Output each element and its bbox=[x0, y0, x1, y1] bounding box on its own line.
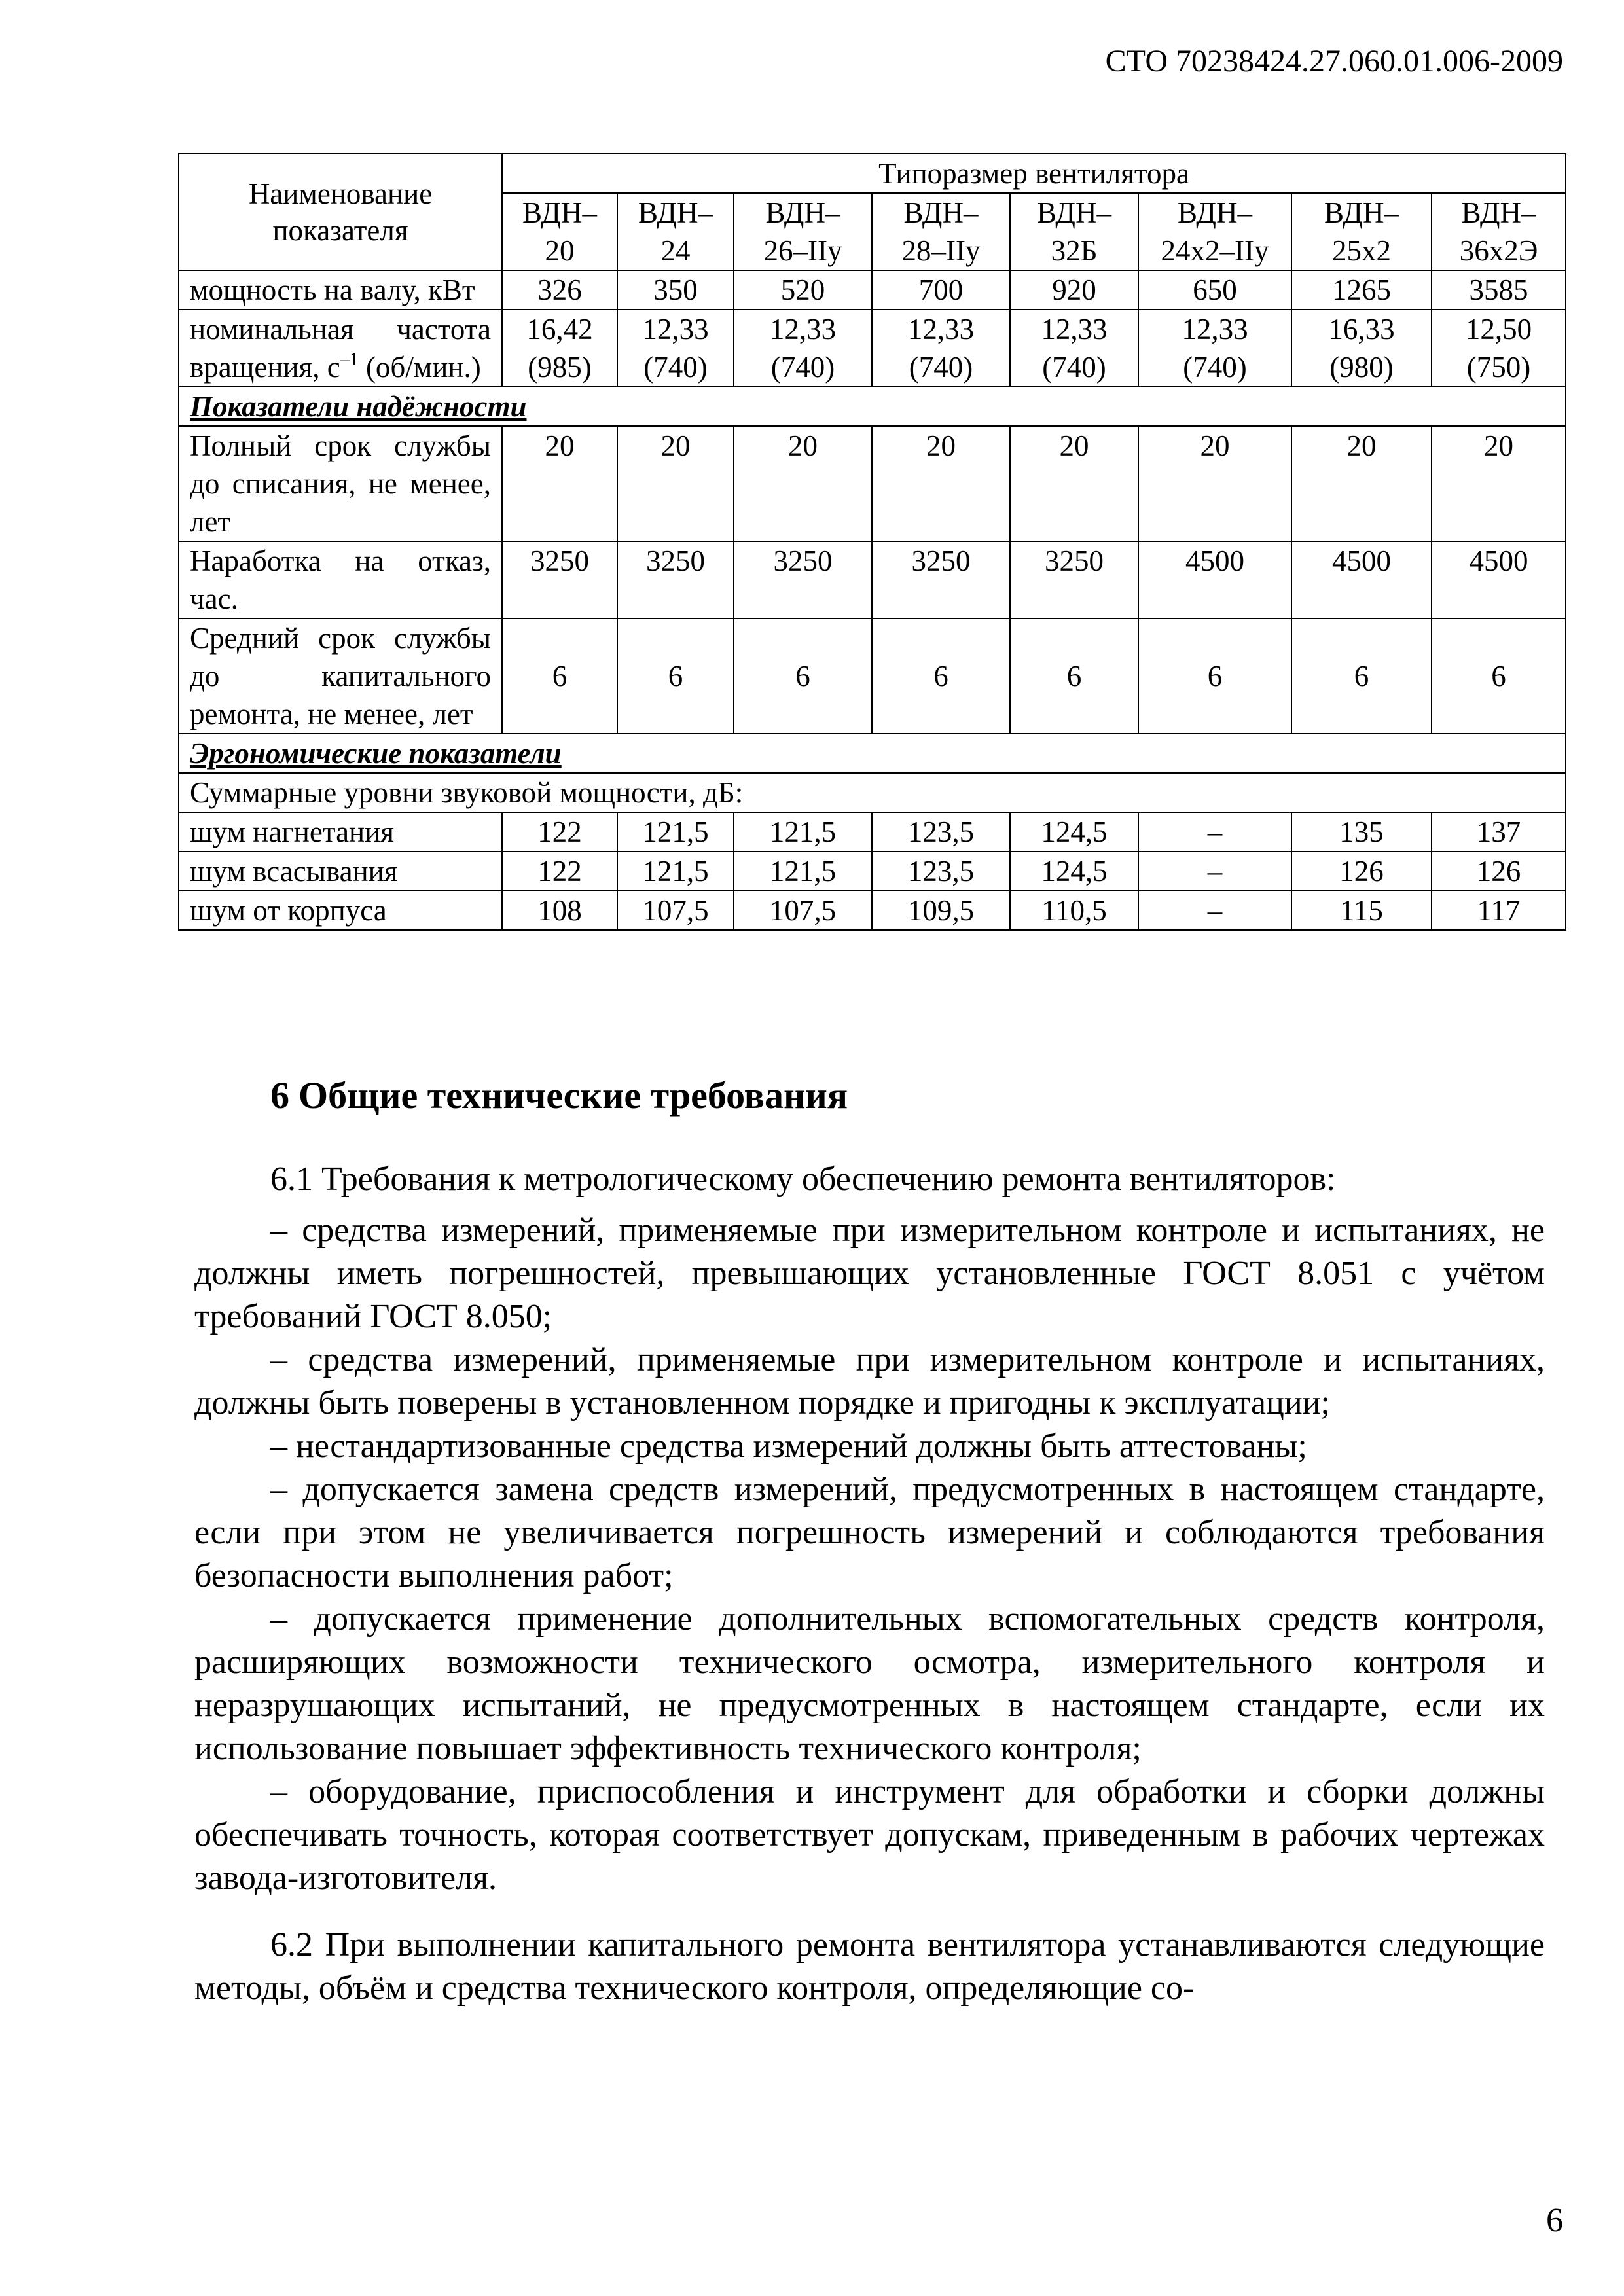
table-cell: 122 bbox=[502, 812, 617, 852]
table-row-shaft-power bbox=[179, 270, 1566, 310]
table-cell: 107,5 bbox=[617, 891, 734, 930]
row-label: мощность на валу, кВт bbox=[179, 270, 502, 310]
table-row-discharge-noise bbox=[179, 812, 1566, 852]
table-cell: 135 bbox=[1291, 812, 1432, 852]
row-label: шум нагнетания bbox=[179, 812, 502, 852]
table-cell: 3250 bbox=[872, 541, 1010, 619]
table-cell: 123,5 bbox=[872, 812, 1010, 852]
row-label: шум от корпуса bbox=[179, 891, 502, 930]
table-cell: 6 bbox=[617, 619, 734, 734]
section-title-ergonomic: Эргономические показатели bbox=[179, 734, 1566, 773]
table-row-mtbf bbox=[179, 541, 1566, 619]
list-item: – нестандартизованные средства измерений должны быть аттестованы; bbox=[270, 1427, 1307, 1465]
section-body bbox=[194, 1158, 1545, 2010]
table-cell: 121,5 bbox=[734, 812, 872, 852]
table-cell: 12,33 (740) bbox=[734, 310, 872, 387]
paragraph: 6.2 При выполнении капитального ремонта вентилятора устанавливаются следующие методы, объём и средства технического контроля, определяющие со- bbox=[194, 1926, 1545, 2007]
table-cell: 126 bbox=[1291, 852, 1432, 891]
table-cell: 20 bbox=[502, 426, 617, 541]
table-cell: – bbox=[1138, 852, 1291, 891]
section-row-reliability bbox=[179, 387, 1566, 426]
table-cell: 4500 bbox=[1291, 541, 1432, 619]
table-cell: 920 bbox=[1010, 270, 1138, 310]
list-item: – средства измерений, применяемые при измерительном контроле и испытаниях, должны быть поверены в установленном порядке и пригодны к эксплуатации; bbox=[194, 1341, 1545, 1422]
table-cell: 124,5 bbox=[1010, 812, 1138, 852]
column-header: ВДН– 28–IIу bbox=[872, 193, 1010, 270]
table-cell: 124,5 bbox=[1010, 852, 1138, 891]
section-title-reliability: Показатели надёжности bbox=[179, 387, 1566, 426]
table-cell: 3250 bbox=[617, 541, 734, 619]
table-cell: 137 bbox=[1432, 812, 1566, 852]
table-cell: 20 bbox=[734, 426, 872, 541]
table-cell: – bbox=[1138, 812, 1291, 852]
table-cell: 16,42 (985) bbox=[502, 310, 617, 387]
row-label: номинальная частота вращения, $с^{-1}$ (об/мин.) bbox=[179, 310, 502, 387]
row-label: Средний срок службы до капитального ремонта, не менее, лет bbox=[179, 619, 502, 734]
column-header: ВДН– 24 bbox=[617, 193, 734, 270]
row-label: шум всасывания bbox=[179, 852, 502, 891]
section-row-ergonomic bbox=[179, 734, 1566, 773]
table-cell: 4500 bbox=[1138, 541, 1291, 619]
table-cell: 6 bbox=[734, 619, 872, 734]
table-header-row bbox=[179, 154, 1566, 193]
row-label: Полный срок службы до списания, не менее, лет bbox=[179, 426, 502, 541]
column-header: ВДН– 26–IIу bbox=[734, 193, 872, 270]
table-cell: 12,33 (740) bbox=[872, 310, 1010, 387]
fan-specs-table bbox=[178, 153, 1566, 931]
table-cell: 6 bbox=[872, 619, 1010, 734]
table-row-casing-noise bbox=[179, 891, 1566, 930]
table-cell: 4500 bbox=[1432, 541, 1566, 619]
table-cell: 6 bbox=[1432, 619, 1566, 734]
table-cell: 350 bbox=[617, 270, 734, 310]
fan-specs-table-wrapper bbox=[178, 153, 1565, 931]
page-number: 6 bbox=[1546, 2202, 1563, 2239]
table-cell: 3250 bbox=[734, 541, 872, 619]
table-cell: 12,33 (740) bbox=[1138, 310, 1291, 387]
table-cell: 20 bbox=[617, 426, 734, 541]
caption-row-sound-power bbox=[179, 773, 1566, 812]
table-cell: 117 bbox=[1432, 891, 1566, 930]
table-cell: 12,33 (740) bbox=[1010, 310, 1138, 387]
section-title: Общие технические требования bbox=[298, 1074, 848, 1117]
table-cell: 6 bbox=[1010, 619, 1138, 734]
table-cell: 3250 bbox=[502, 541, 617, 619]
table-cell: 20 bbox=[1432, 426, 1566, 541]
list-item: – допускается замена средств измерений, предусмотренных в настоящем стандарте, если при этом не увеличивается погрешность измерений и соблюдаются требования безопасности выполнения работ; bbox=[194, 1471, 1545, 1594]
table-cell: 20 bbox=[1291, 426, 1432, 541]
table-cell: 520 bbox=[734, 270, 872, 310]
table-cell: 1265 bbox=[1291, 270, 1432, 310]
table-cell: 115 bbox=[1291, 891, 1432, 930]
table-cell: 3585 bbox=[1432, 270, 1566, 310]
table-cell: 700 bbox=[872, 270, 1010, 310]
list-item: – оборудование, приспособления и инструмент для обработки и сборки должны обеспечивать точность, которая соответствует допускам, приведенным в рабочих чертежах завода-изготовителя. bbox=[194, 1773, 1545, 1897]
table-cell: 6 bbox=[1291, 619, 1432, 734]
table-cell: 123,5 bbox=[872, 852, 1010, 891]
table-cell: 16,33 (980) bbox=[1291, 310, 1432, 387]
table-cell: 121,5 bbox=[617, 852, 734, 891]
table-cell: 121,5 bbox=[734, 852, 872, 891]
list-item: – допускается применение дополнительных вспомогательных средств контроля, расширяющих возможности технического осмотра, измерительного контроля и неразрушающих испытаний, не предусмотренных в настоящем стандарте, если их использование повышает эффективность технического контроля; bbox=[194, 1600, 1545, 1767]
table-row-service-life bbox=[179, 426, 1566, 541]
table-cell: 12,33 (740) bbox=[617, 310, 734, 387]
table-cell: 6 bbox=[1138, 619, 1291, 734]
section-number: 6 bbox=[270, 1074, 289, 1117]
name-column-header: Наименование показателя bbox=[179, 154, 502, 270]
table-cell: – bbox=[1138, 891, 1291, 930]
table-cell: 326 bbox=[502, 270, 617, 310]
table-cell: 20 bbox=[1138, 426, 1291, 541]
table-cell: 108 bbox=[502, 891, 617, 930]
table-cell: 121,5 bbox=[617, 812, 734, 852]
table-cell: 20 bbox=[1010, 426, 1138, 541]
row-label: Наработка на отказ, час. bbox=[179, 541, 502, 619]
table-cell: 110,5 bbox=[1010, 891, 1138, 930]
column-header: ВДН– 32Б bbox=[1010, 193, 1138, 270]
table-cell: 6 bbox=[502, 619, 617, 734]
table-cell: 126 bbox=[1432, 852, 1566, 891]
paragraph: 6.1 Требования к метрологическому обеспечению ремонта вентиляторов: bbox=[270, 1160, 1336, 1198]
table-cell: 109,5 bbox=[872, 891, 1010, 930]
column-header: ВДН– 20 bbox=[502, 193, 617, 270]
column-header: ВДН– 36х2Э bbox=[1432, 193, 1566, 270]
document-code: СТО 70238424.27.060.01.006-2009 bbox=[1105, 44, 1563, 79]
sound-power-caption: Суммарные уровни звуковой мощности, дБ: bbox=[179, 773, 1566, 812]
table-cell: 20 bbox=[872, 426, 1010, 541]
table-cell: 12,50 (750) bbox=[1432, 310, 1566, 387]
table-cell: 107,5 bbox=[734, 891, 872, 930]
table-cell: 3250 bbox=[1010, 541, 1138, 619]
table-row-suction-noise bbox=[179, 852, 1566, 891]
table-row-overhaul-life bbox=[179, 619, 1566, 734]
list-item: – средства измерений, применяемые при измерительном контроле и испытаниях, не должны иметь погрешностей, превышающих установленные ГОСТ 8.051 с учётом требований ГОСТ 8.050; bbox=[194, 1211, 1545, 1335]
column-header: ВДН– 24х2–IIу bbox=[1138, 193, 1291, 270]
column-header: ВДН– 25х2 bbox=[1291, 193, 1432, 270]
table-row-rotation-speed bbox=[179, 310, 1566, 387]
fan-size-group-header: Типоразмер вентилятора bbox=[502, 154, 1566, 193]
table-cell: 122 bbox=[502, 852, 617, 891]
table-cell: 650 bbox=[1138, 270, 1291, 310]
section-heading bbox=[270, 1073, 848, 1117]
